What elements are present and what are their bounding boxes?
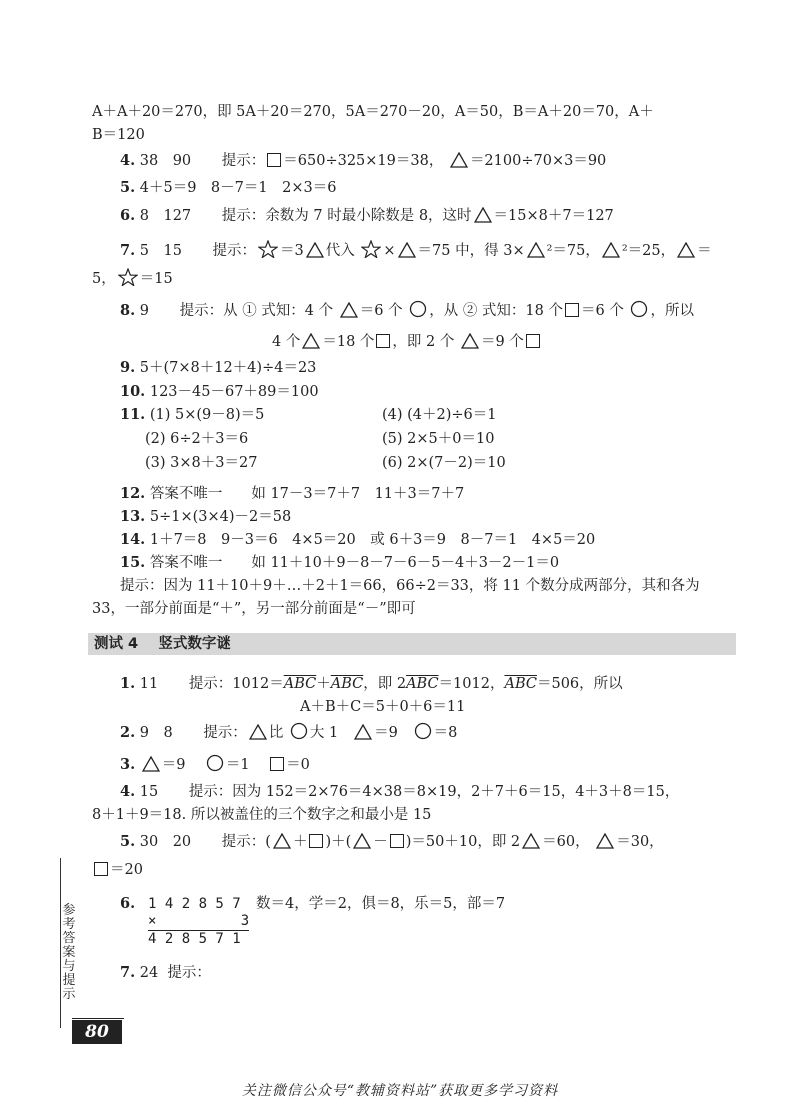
test4-answer-5-cont: ＝20 xyxy=(92,860,143,880)
star-icon xyxy=(118,268,138,286)
answer-8-cont: 4 个 ＝18 个 ，即 2 个 ＝9 个 xyxy=(272,332,542,352)
triangle-icon xyxy=(142,756,160,772)
answer-line: A＋A＋20＝270，即 5A＋20＝270，5A＝270－20，A＝50，B＝A＋20＝70，A＋ xyxy=(92,104,654,120)
triangle-icon xyxy=(302,333,320,349)
answer-7-cont: 5， ＝15 xyxy=(92,268,173,289)
star-icon xyxy=(258,240,278,258)
page-number: 80 xyxy=(72,1020,122,1044)
answer-15-hint: 提示：因为 11＋10＋9＋…＋2＋1＝66，66÷2＝33，将 11 个数分成两部分，其和各为 xyxy=(120,578,700,594)
circle-icon xyxy=(414,722,432,740)
answer-15-hint-cont: 33，一部分前面是“＋”，另一部分前面是“－”即可 xyxy=(92,601,416,617)
circle-icon xyxy=(206,754,224,772)
answer-11-2: (2) 6÷2＋3＝6 xyxy=(145,431,249,447)
answer-11-5: (5) 2×5＋0＝10 xyxy=(382,431,495,447)
triangle-icon xyxy=(461,333,479,349)
triangle-icon xyxy=(677,242,695,258)
test4-answer-4-cont: 8＋1＋9＝18. 所以被盖住的三个数字之和最小是 15 xyxy=(92,807,432,823)
star-icon xyxy=(361,240,381,258)
answer-7: 7. 5 15 提示： ＝3 代入 × ＝75 中，得 3× ²＝75， ²＝25， ＝ xyxy=(120,242,712,259)
test4-answer-4: 4. 15 提示：因为 152＝2×76＝4×38＝8×19，2＋7＋6＝15，4＋3＋8＝15， xyxy=(120,783,680,800)
footer-note: 关注微信公众号“教辅资料站”获取更多学习资料 xyxy=(241,1083,559,1099)
triangle-icon xyxy=(450,152,468,168)
triangle-icon xyxy=(596,833,614,849)
answer-10: 10. 123－45－67＋89＝100 xyxy=(120,383,319,400)
square-icon xyxy=(376,334,390,348)
triangle-icon xyxy=(354,724,372,740)
test4-answer-5: 5. 30 20 提示：( ＋ )＋( － )＝50＋10，即 2 ＝60， ＝30， xyxy=(120,833,664,850)
answer-4: 4. 38 90 提示： ＝650÷325×19＝38， ＝2100÷70×3＝90 xyxy=(120,152,607,169)
square-icon xyxy=(390,834,404,848)
answer-6: 6. 8 127 提示：余数为 7 时最小除数是 8，这时 ＝15×8＋7＝127 xyxy=(120,207,614,224)
answer-8: 8. 9 提示：从 ① 式知：4 个 ＝6 个 ，从 ② 式知：18 个 ＝6 个 ，所以 xyxy=(120,302,694,319)
section-header: 测试 4 竖式数字谜 xyxy=(88,633,736,655)
triangle-icon xyxy=(398,242,416,258)
circle-icon xyxy=(290,722,308,740)
circle-icon xyxy=(409,300,427,318)
square-icon xyxy=(565,303,579,317)
answer-12: 12. 答案不唯一 如 17－3＝7＋7 11＋3＝7＋7 xyxy=(120,485,465,502)
triangle-icon xyxy=(353,833,371,849)
vertical-calculation xyxy=(148,896,249,948)
answer-11: 11. (1) 5×(9－8)＝5 xyxy=(120,406,265,423)
test4-answer-1-cont: A＋B＋C＝5＋0＋6＝11 xyxy=(300,699,466,715)
page-rule xyxy=(72,1018,124,1019)
triangle-icon xyxy=(602,242,620,258)
test4-answer-6-hint: 数＝4，学＝2，俱＝8，乐＝5，部＝7 xyxy=(256,896,506,912)
square-icon xyxy=(94,862,108,876)
triangle-icon xyxy=(340,302,358,318)
square-icon xyxy=(267,153,281,167)
test4-answer-2: 2. 9 8 提示： 比 大 1 ＝9 ＝8 xyxy=(120,724,458,741)
test4-answer-3: 3. ＝9 ＝1 ＝0 xyxy=(120,756,310,773)
triangle-icon xyxy=(273,833,291,849)
triangle-icon xyxy=(474,207,492,223)
test4-answer-7: 7. 24 提示： xyxy=(120,964,211,981)
answer-11-3: (3) 3×8＋3＝27 xyxy=(145,455,258,471)
circle-icon xyxy=(630,300,648,318)
triangle-icon xyxy=(527,242,545,258)
square-icon xyxy=(309,834,323,848)
test4-answer-6: 6. xyxy=(120,895,136,912)
answer-13: 13. 5÷1×(3×4)－2＝58 xyxy=(120,508,292,525)
sidebar-label: 参考答案与提示 xyxy=(62,903,76,1002)
answer-9: 9. 5＋(7×8＋12＋4)÷4＝23 xyxy=(120,359,317,376)
answer-line: B＝120 xyxy=(92,127,145,143)
calc-multiplier: × 3 xyxy=(148,913,250,929)
answer-15: 15. 答案不唯一 如 11＋10＋9－8－7－6－5－4＋3－2－1＝0 xyxy=(120,554,560,571)
triangle-icon xyxy=(249,724,267,740)
answer-11-4: (4) (4＋2)÷6＝1 xyxy=(382,407,497,423)
calc-multiplicand: 1 4 2 8 5 7 xyxy=(148,896,241,912)
triangle-icon xyxy=(306,242,324,258)
test4-answer-1: 1. 11 提示：$1012=\overline{ABC}+\overline{ABC}$，即 $2\overline{ABC}=1012$，$\overline{ABC}=506$，所以 xyxy=(120,675,623,692)
answer-11-6: (6) 2×(7－2)＝10 xyxy=(382,455,506,471)
answer-14: 14. 1＋7＝8 9－3＝6 4×5＝20 或 6＋3＝9 8－7＝1 4×5＝20 xyxy=(120,531,596,548)
square-icon xyxy=(270,757,284,771)
answer-5: 5. 4＋5＝9 8－7＝1 2×3＝6 xyxy=(120,179,337,196)
square-icon xyxy=(526,334,540,348)
calc-result: 4 2 8 5 7 1 xyxy=(148,930,249,948)
triangle-icon xyxy=(522,833,540,849)
